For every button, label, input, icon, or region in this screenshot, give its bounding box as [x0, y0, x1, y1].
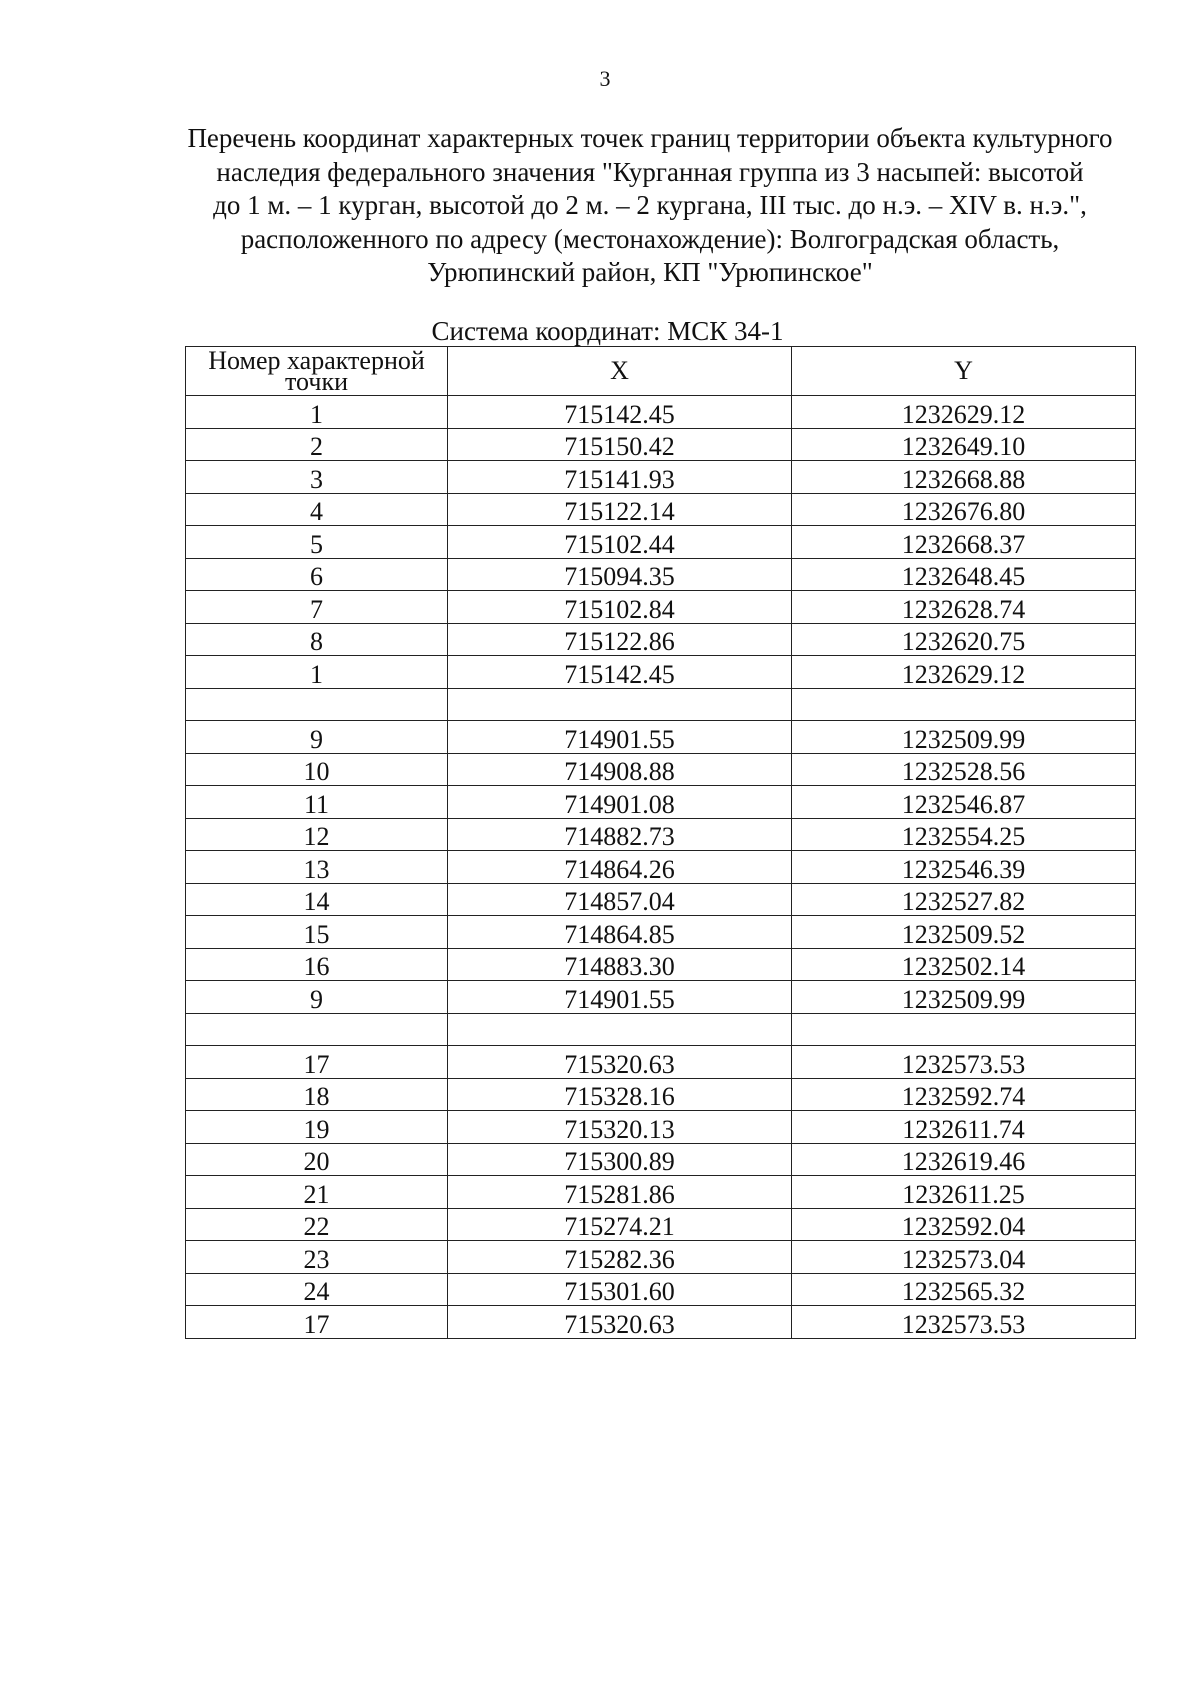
cell-y: 1232629.12 [792, 396, 1136, 429]
cell-x: 715282.36 [448, 1241, 792, 1274]
table-row [186, 721, 1136, 754]
cell-point-number: 2 [186, 428, 448, 461]
table-row [186, 818, 1136, 851]
table-row [186, 656, 1136, 689]
cell-point-number: 18 [186, 1078, 448, 1111]
cell-y: 1232592.04 [792, 1208, 1136, 1241]
header-x: X [448, 347, 792, 396]
cell-y: 1232649.10 [792, 428, 1136, 461]
cell-y: 1232502.14 [792, 948, 1136, 981]
table-row [186, 558, 1136, 591]
title-line: Перечень координат характерных точек границ территории объекта культурного [187, 123, 1113, 153]
table-row [186, 461, 1136, 494]
cell-point-number: 5 [186, 526, 448, 559]
cell-x: 715122.86 [448, 623, 792, 656]
cell-x: 715301.60 [448, 1273, 792, 1306]
table-row [186, 786, 1136, 819]
cell-x: 715102.84 [448, 591, 792, 624]
coordinates-table [185, 346, 1136, 1339]
cell-x: 715094.35 [448, 558, 792, 591]
table-row [186, 1046, 1136, 1079]
cell-y: 1232668.37 [792, 526, 1136, 559]
page-number: 3 [599, 66, 611, 91]
cell-y: 1232528.56 [792, 753, 1136, 786]
cell-point-number: 21 [186, 1176, 448, 1209]
cell-y: 1232573.04 [792, 1241, 1136, 1274]
table-row [186, 526, 1136, 559]
table-row [186, 851, 1136, 884]
title-line: Урюпинский район, КП "Урюпинское" [427, 257, 873, 287]
cell-y: 1232509.52 [792, 916, 1136, 949]
cell-y: 1232611.74 [792, 1111, 1136, 1144]
cell-x: 715122.14 [448, 493, 792, 526]
cell-point-number: 1 [186, 656, 448, 689]
cell-y: 1232546.87 [792, 786, 1136, 819]
cell-x: 715142.45 [448, 396, 792, 429]
title-line: наследия федерального значения "Курганная группа из 3 насыпей: высотой [216, 156, 1084, 187]
table-row [186, 948, 1136, 981]
cell-point-number: 1 [186, 396, 448, 429]
cell-x [448, 1013, 792, 1046]
cell-point-number: 22 [186, 1208, 448, 1241]
table-row [186, 883, 1136, 916]
cell-x: 714864.85 [448, 916, 792, 949]
cell-point-number: 19 [186, 1111, 448, 1144]
table-row [186, 1176, 1136, 1209]
cell-y: 1232676.80 [792, 493, 1136, 526]
cell-y: 1232629.12 [792, 656, 1136, 689]
table-row [186, 1143, 1136, 1176]
table-row [186, 1306, 1136, 1339]
cell-x: 715274.21 [448, 1208, 792, 1241]
table-row [186, 1078, 1136, 1111]
cell-point-number [186, 1013, 448, 1046]
cell-y: 1232648.45 [792, 558, 1136, 591]
header-point-number: Номер характерной точки [186, 347, 448, 396]
cell-point-number: 16 [186, 948, 448, 981]
cell-point-number: 11 [186, 786, 448, 819]
cell-x: 714901.08 [448, 786, 792, 819]
cell-x: 715281.86 [448, 1176, 792, 1209]
table-row [186, 688, 1136, 721]
cell-x: 715320.63 [448, 1306, 792, 1339]
table-row [186, 623, 1136, 656]
coordinates-table-body [186, 396, 1136, 1339]
cell-x: 715328.16 [448, 1078, 792, 1111]
cell-x: 714882.73 [448, 818, 792, 851]
cell-y: 1232620.75 [792, 623, 1136, 656]
cell-y: 1232628.74 [792, 591, 1136, 624]
cell-x: 714901.55 [448, 721, 792, 754]
cell-point-number: 17 [186, 1306, 448, 1339]
title-line: до 1 м. – 1 курган, высотой до 2 м. – 2 кургана, III тыс. до н.э. – XIV в. н.э.", [213, 190, 1087, 220]
cell-x [448, 688, 792, 721]
cell-y: 1232592.74 [792, 1078, 1136, 1111]
cell-point-number: 14 [186, 883, 448, 916]
table-row [186, 916, 1136, 949]
coordinate-system-caption: Система координат: МСК 34-1 [431, 316, 784, 346]
cell-x: 715150.42 [448, 428, 792, 461]
table-row [186, 493, 1136, 526]
cell-y: 1232509.99 [792, 721, 1136, 754]
cell-y: 1232668.88 [792, 461, 1136, 494]
cell-y: 1232565.32 [792, 1273, 1136, 1306]
cell-point-number: 17 [186, 1046, 448, 1079]
table-row [186, 753, 1136, 786]
cell-y: 1232554.25 [792, 818, 1136, 851]
table-row [186, 1111, 1136, 1144]
cell-point-number: 20 [186, 1143, 448, 1176]
cell-point-number: 4 [186, 493, 448, 526]
cell-y: 1232611.25 [792, 1176, 1136, 1209]
cell-x: 714883.30 [448, 948, 792, 981]
cell-point-number: 7 [186, 591, 448, 624]
cell-point-number: 23 [186, 1241, 448, 1274]
cell-x: 715320.63 [448, 1046, 792, 1079]
table-row [186, 396, 1136, 429]
cell-x: 714901.55 [448, 981, 792, 1014]
cell-x: 715320.13 [448, 1111, 792, 1144]
cell-x: 715141.93 [448, 461, 792, 494]
cell-y: 1232619.46 [792, 1143, 1136, 1176]
cell-y: 1232573.53 [792, 1306, 1136, 1339]
cell-point-number: 15 [186, 916, 448, 949]
cell-y: 1232509.99 [792, 981, 1136, 1014]
cell-point-number: 3 [186, 461, 448, 494]
cell-point-number: 9 [186, 721, 448, 754]
cell-x: 715142.45 [448, 656, 792, 689]
cell-x: 714908.88 [448, 753, 792, 786]
table-header-row [186, 347, 1136, 396]
cell-y [792, 1013, 1136, 1046]
cell-point-number: 10 [186, 753, 448, 786]
cell-x: 715300.89 [448, 1143, 792, 1176]
table-row [186, 1208, 1136, 1241]
cell-y: 1232573.53 [792, 1046, 1136, 1079]
cell-point-number: 12 [186, 818, 448, 851]
cell-y: 1232546.39 [792, 851, 1136, 884]
table-row [186, 591, 1136, 624]
cell-point-number [186, 688, 448, 721]
cell-point-number: 8 [186, 623, 448, 656]
cell-y [792, 688, 1136, 721]
table-row [186, 1273, 1136, 1306]
table-row [186, 1013, 1136, 1046]
header-y: Y [792, 347, 1136, 396]
document-title [150, 122, 1150, 290]
cell-y: 1232527.82 [792, 883, 1136, 916]
table-row [186, 428, 1136, 461]
table-row [186, 981, 1136, 1014]
cell-x: 714864.26 [448, 851, 792, 884]
cell-point-number: 9 [186, 981, 448, 1014]
table-row [186, 1241, 1136, 1274]
cell-point-number: 24 [186, 1273, 448, 1306]
cell-x: 714857.04 [448, 883, 792, 916]
cell-x: 715102.44 [448, 526, 792, 559]
cell-point-number: 6 [186, 558, 448, 591]
title-line: расположенного по адресу (местонахождение): Волгоградская область, [240, 223, 1060, 254]
cell-point-number: 13 [186, 851, 448, 884]
